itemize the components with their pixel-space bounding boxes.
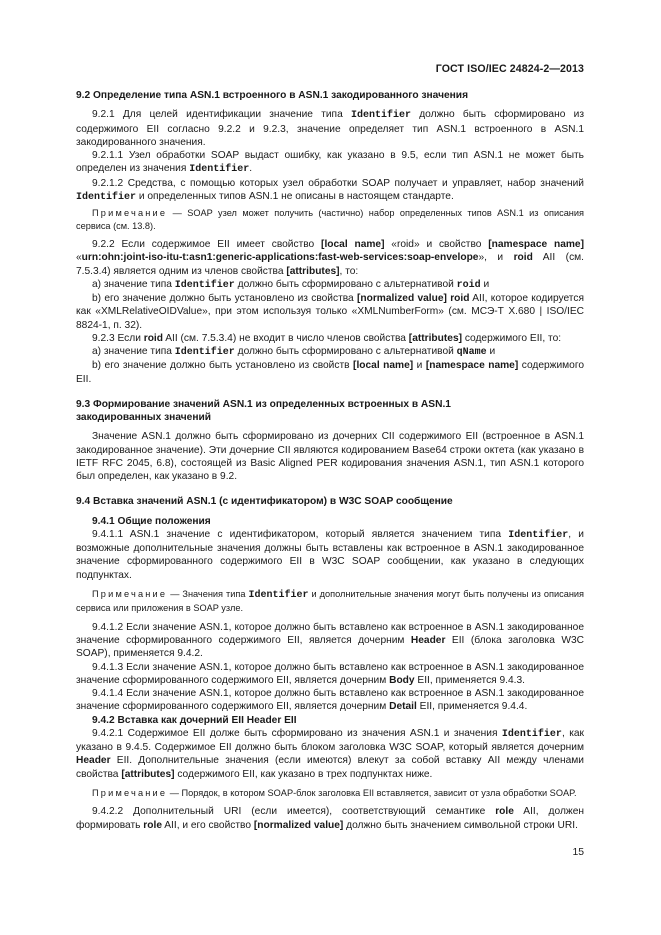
section-heading-9-4: 9.4 Вставка значений ASN.1 (с идентификатором) в W3C SOAP сообщение (76, 496, 453, 508)
paragraph-9-4-2-2: 9.4.2.2 Дополнительный URI (если имеется), соответствующий семантике role AII, должен формировать role AII, и его свойство [normalized value] должно быть значением символьной строки URI. (76, 806, 584, 831)
document-body (76, 89, 584, 832)
paragraph-9-4-1-2: 9.4.1.2 Если значение ASN.1, которое должно быть вставлено как встроенное в ASN.1 закодированное значение сформированного содержимого EII, является дочерним Header EII (блока заголовка W3C SOAP), применяется 9.4.2. (76, 621, 584, 660)
subsection-heading-9-4-2: 9.4.2 Вставка как дочерний EII Header EII (92, 714, 297, 726)
note-9-2: Примечание — SOAP узел может получить (частично) набор определенных типов ASN.1 из описания сервиса (см. 13.8). (76, 208, 584, 231)
list-item-9-2-3-b: b) его значение должно быть установлено из свойств [local name] и [namespace name] содержимого EII. (76, 360, 585, 385)
paragraph-9-4-1-1: 9.4.1.1 ASN.1 значение с идентификатором, который является значением типа Identifier, и возможные дополнительные значения должны быть вставлены как встроенное в ASN.1 закодированное значение сформированного содержимого EII в W3C SOAP сообщении, как указано в следующих подпунктах. (76, 528, 584, 581)
paragraph-9-2-1: 9.2.1 Для целей идентификации значение типа Identifier должно быть сформировано из содержимого EII согласно 9.2.2 и 9.2.3, значение определяет тип ASN.1 встроенного в ASN.1 закодированного значения. (76, 109, 584, 148)
list-item-9-2-2-a: a) значение типа Identifier должно быть сформировано с альтернативой roid и (92, 278, 490, 291)
paragraph-9-2-1-1: 9.2.1.1 Узел обработки SOAP выдаст ошибку, как указано в 9.5, если тип ASN.1 не может быть определен из значения Identifier. (76, 150, 584, 176)
paragraph-9-3: Значение ASN.1 должно быть сформировано из дочерних CII содержимого EII (встроенное в ASN.1 закодированное значение). Эти дочерние CII являются кодированием Base64 строки октета (как указано в IETF RFC 2045, 6.8), состоящей из Basic Aligned PER кодирования значения ASN.1, тип ASN.1 которого был определен, как указано в 9.2. (76, 431, 584, 482)
paragraph-9-2-3: 9.2.3 Если roid AII (см. 7.5.3.4) не входит в число членов свойства [attributes] содержимого EII, то: (92, 332, 562, 344)
paragraph-9-2-1-2: 9.2.1.2 Средства, с помощью которых узел обработки SOAP получает и управляет, набор значений Identifier и определенных типов ASN.1 не описаны в настоящем стандарте. (76, 177, 584, 203)
paragraph-9-4-1-4: 9.4.1.4 Если значение ASN.1, которое должно быть вставлено как встроенное в ASN.1 закодированное значение сформированного содержимого EII, является дочерним Detail EII, применяется 9.4.4. (76, 688, 584, 713)
note-9-4-2: Примечание — Порядок, в котором SOAP-блок заголовка EII вставляется, зависит от узла обработки SOAP. (92, 787, 577, 798)
section-heading-9-2: 9.2 Определение типа ASN.1 встроенного в ASN.1 закодированного значения (76, 90, 469, 101)
paragraph-9-4-2-1: 9.4.2.1 Содержимое EII долже быть сформировано из значения ASN.1 и значения Identifier, как указано в 9.4.5. Содержимое EII должно быть блоком заголовка W3C SOAP, который является дочерним Header EII. Дополнительные значения (если имеются) влекут за собой вставку AII между членами свойства [attributes] содержимого EII, как указано в трех подпунктах ниже. (76, 727, 585, 780)
paragraph-9-4-1-3: 9.4.1.3 Если значение ASN.1, которое должно быть вставлено как встроенное в ASN.1 закодированное значение сформированного содержимого EII, является дочерним Body EII, применяется 9.4.3. (76, 661, 584, 686)
note-9-4-1: Примечание — Значения типа Identifier и дополнительные значения могут быть получены из описания сервиса или приложения в SOAP узле. (76, 588, 584, 614)
paragraph-9-2-2: 9.2.2 Если содержимое EII имеет свойство [local name] «roid» и свойство [namespace name] «urn:ohn:joint-iso-itu-t:asn1:generic-applications:fast-web-services:soap-envelope», и roid AII (см. 7.5.3.4) является одним из членов свойства [attributes], то: (76, 239, 584, 277)
section-heading-9-3: 9.3 Формирование значений ASN.1 из определенных встроенных в ASN.1 закодированных значений (76, 398, 451, 423)
subsection-heading-9-4-1: 9.4.1 Общие положения (92, 515, 211, 527)
list-item-9-2-3-a: a) значение типа Identifier должно быть сформировано с альтернативой qName и (92, 346, 496, 358)
list-item-9-2-2-b: b) его значение должно быть установлено из свойства [normalized value] roid AII, которое кодируется как «XMLRelativeOIDValue», при этом используя только «XMLNumberForm» (см. МСЭ-Т Х.680 | ISO/IEC 8824-1, п. 32). (76, 293, 584, 331)
page-number: 15 (572, 847, 584, 858)
document-code-header: ГОСТ ISO/IEC 24824-2—2013 (435, 63, 584, 75)
